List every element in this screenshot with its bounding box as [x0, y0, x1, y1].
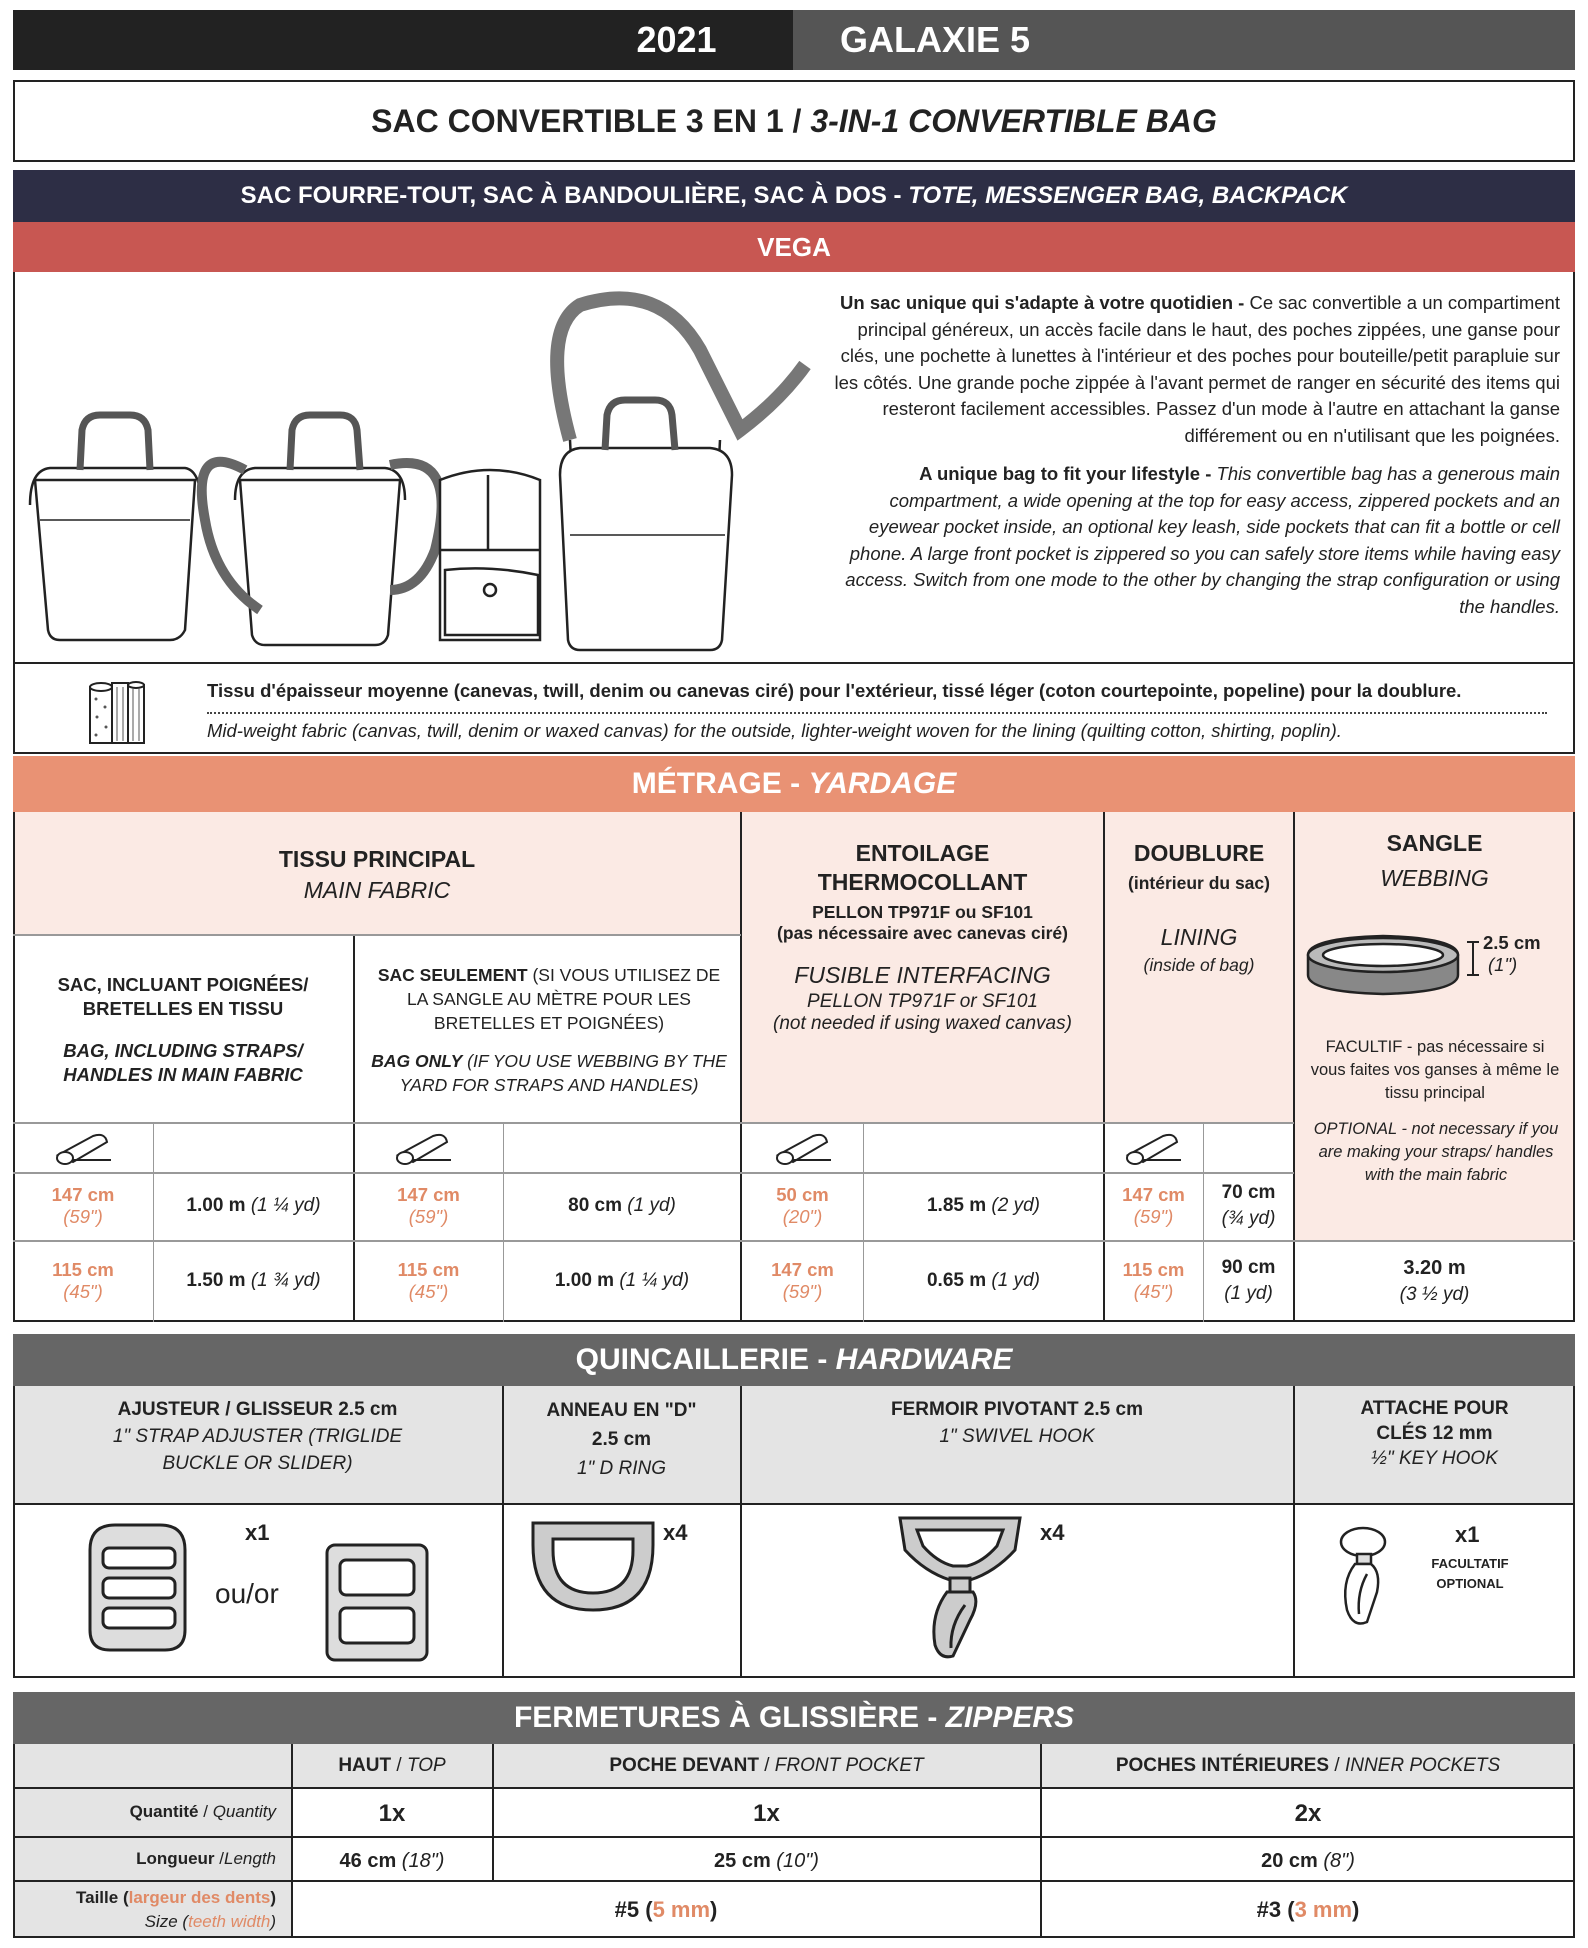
keyhook-fr: ATTACHE POUR CLÉS 12 mm: [1360, 1398, 1509, 1444]
col-bag-only-fr-wrap: [365, 963, 733, 1035]
fabric-amount-cell: [864, 1240, 1103, 1322]
zipper-len-top: [292, 1837, 492, 1880]
zipper-row-qty-label: Quantité / Quantity: [129, 1802, 276, 1821]
fabric-width-in: (20"): [782, 1206, 823, 1227]
bag-illustrations: [20, 290, 820, 660]
fabric-amount-yd: (1 yd): [622, 1195, 676, 1216]
zipper-qty-top: 1x: [378, 1800, 406, 1827]
keyhook-qty: x1: [1455, 1522, 1480, 1547]
fabric-roll-icon: [773, 1130, 833, 1166]
zipper-col-inner-fr: POCHES INTÉRIEURES: [1115, 1755, 1330, 1776]
webbing-note-en: OPTIONAL - not necessary if you are making your straps/ handles with the main fabric: [1313, 1119, 1559, 1184]
title-en: 3-IN-1 CONVERTIBLE BAG: [810, 103, 1217, 139]
description-en: [830, 461, 1560, 620]
fabric-amount-cell: [504, 1240, 740, 1322]
fabric-width-cell: [1104, 1240, 1203, 1322]
col-bag-en: BAG, INCLUDING STRAPS/ HANDLES IN MAIN FABRIC: [63, 1040, 303, 1085]
fabric-amount-cell: [1204, 1240, 1293, 1322]
webbing-note-fr: FACULTIF - pas nécessaire si vous faites vos ganses à même le tissu principal: [1310, 1037, 1560, 1102]
swivel-hook-icon: [895, 1510, 1025, 1665]
col-bag-only-en-bold: BAG ONLY: [371, 1051, 463, 1071]
swivel-fr: FERMOIR PIVOTANT 2.5 cm: [891, 1399, 1143, 1420]
zipper-col-inner-en: INNER POCKETS: [1344, 1755, 1501, 1776]
fabric-width-cm: 115 cm: [397, 1259, 460, 1280]
zipper-size-en-paren: teeth width: [188, 1912, 271, 1931]
d-ring-icon: [528, 1515, 658, 1615]
zipper-size-fr-line: Taille (largeur des dents): [76, 1888, 276, 1907]
title-fr: SAC CONVERTIBLE 3 EN 1: [371, 103, 784, 139]
zipper-len-inner: [1041, 1837, 1575, 1880]
adjuster-qty: x1: [245, 1520, 270, 1545]
lining-en1: LINING: [1160, 924, 1238, 950]
description-en-lead: A unique bag to fit your lifestyle -: [919, 463, 1217, 484]
fabric-width-cell: [1104, 1172, 1203, 1240]
fabric-roll-icon: [393, 1130, 453, 1166]
fabric-amount-yd: (1 ¾ yd): [245, 1270, 321, 1291]
col-bag-header: [30, 960, 336, 1100]
fabric-amount-yd: (1 ¼ yd): [614, 1270, 690, 1291]
zipper-len-fr: Longueur: [136, 1849, 215, 1868]
fabric-width-cell: [742, 1240, 863, 1322]
zipper-len-front-in: (10"): [770, 1850, 819, 1872]
fabric-width-in: (59"): [408, 1206, 449, 1227]
webbing-amount-in: (3 ½ yd): [1399, 1283, 1470, 1305]
zippers-title-sep: -: [919, 1701, 946, 1734]
fabric-amount-m: 80 cm: [568, 1195, 622, 1216]
fabric-width-in: (45"): [63, 1281, 103, 1302]
webbing-header: [1294, 830, 1575, 900]
fabric-width-in: (45"): [1133, 1281, 1174, 1302]
webbing-amount: 3.20 m: [1403, 1256, 1466, 1279]
webbing-width: 2.5 cm: [1483, 932, 1541, 953]
page-title: [13, 80, 1575, 162]
tote-illustration: [30, 415, 202, 640]
fabric-amount-cell: [154, 1240, 353, 1322]
zippers-title-fr: FERMETURES À GLISSIÈRE: [513, 1701, 919, 1734]
zipper-size-fr-paren: largeur des dents: [128, 1888, 271, 1907]
dring-fr: ANNEAU EN "D" 2.5 cm: [546, 1400, 697, 1450]
fabric-width-cell: [13, 1172, 153, 1240]
zipper-row-size-label: [13, 1886, 276, 1934]
zipper-col-top-fr: HAUT: [338, 1755, 392, 1776]
yardage-title-en: YARDAGE: [808, 767, 957, 800]
lining-en2: (inside of bag): [1143, 955, 1255, 975]
description-text: [830, 290, 1560, 620]
fabric-amount-yd: (2 yd): [986, 1195, 1040, 1216]
fabric-width-cm: 147 cm: [51, 1184, 115, 1205]
fabric-amount-cell: [1204, 1172, 1293, 1240]
fabric-width-cell: [742, 1172, 863, 1240]
messenger-illustration: [557, 298, 805, 650]
webbing-width-in: (1"): [1488, 954, 1518, 975]
col-bag-only-fr-bold: SAC SEULEMENT: [377, 965, 528, 985]
fabric-width-cm: 115 cm: [1122, 1259, 1185, 1280]
hardware-keyhook-header: [1294, 1396, 1575, 1471]
fabric-amount-yd: (1 yd): [986, 1270, 1040, 1291]
hardware-title: [13, 1334, 1575, 1386]
key-hook-icon: [1333, 1522, 1393, 1632]
fabric-width-cm: 147 cm: [771, 1259, 834, 1280]
fabric-width-cell: [13, 1240, 153, 1322]
zipper-size-3: #3: [1256, 1897, 1282, 1922]
zipper-size-fr: Taille: [76, 1888, 119, 1907]
zipper-col-sep: /: [1329, 1755, 1345, 1776]
fabric-width-in: (59"): [63, 1206, 103, 1227]
adjuster-en: 1" STRAP ADJUSTER (TRIGLIDE BUCKLE OR SLIDER): [112, 1426, 403, 1474]
lining-fr2: (intérieur du sac): [1128, 873, 1270, 893]
interfacing-en2: PELLON TP971F or SF101: [807, 991, 1038, 1012]
webbing-fr: SANGLE: [1386, 830, 1483, 856]
zipper-len-inner-in: (8"): [1317, 1850, 1355, 1872]
zipper-len-front-cm: 25 cm: [714, 1850, 771, 1872]
dring-qty: x4: [663, 1520, 688, 1545]
main-fabric-fr: TISSU PRINCIPAL: [278, 846, 476, 872]
zipper-size-en: Size: [144, 1912, 178, 1931]
fabric-amount-yd: (¾ yd): [1221, 1208, 1276, 1229]
zipper-col-front-fr: POCHE DEVANT: [609, 1755, 759, 1776]
fabric-roll-icon: [1123, 1130, 1183, 1166]
fabric-amount-cell: [154, 1172, 353, 1240]
fabric-amount-m: 90 cm: [1221, 1257, 1276, 1278]
zipper-qty-inner: 2x: [1294, 1800, 1322, 1827]
yardage-title: [13, 756, 1575, 812]
col-bag-only-header: [365, 955, 733, 1105]
zipper-len-en: Length: [224, 1849, 276, 1868]
hardware-title-en: HARDWARE: [835, 1343, 1013, 1376]
fabric-width-in: (45"): [408, 1281, 449, 1302]
header-collection: GALAXIE 5: [840, 19, 1031, 60]
yardage-title-sep: -: [781, 767, 809, 800]
col-bag-fr: SAC, INCLUANT POIGNÉES/ BRETELLES EN TISSU: [57, 974, 309, 1019]
fabric-amount-m: 1.00 m: [554, 1270, 615, 1291]
fabric-amount-yd: (1 yd): [1224, 1283, 1273, 1304]
fabric-amount-m: 70 cm: [1221, 1182, 1276, 1203]
keyhook-note-fr: FACULTATIF: [1431, 1556, 1509, 1571]
hardware-adjuster-header: [13, 1396, 502, 1477]
zipper-len-top-cm: 46 cm: [339, 1850, 397, 1872]
slider-buckle-icon: [322, 1540, 432, 1665]
interfacing-fr1: ENTOILAGE: [855, 840, 990, 866]
zipper-size-en-line: Size (teeth width): [144, 1912, 276, 1931]
swivel-qty: x4: [1040, 1520, 1065, 1545]
subtitle: [13, 170, 1575, 222]
hardware-dring-header: [503, 1396, 740, 1483]
zipper-qty-front: 1x: [753, 1800, 780, 1827]
zipper-len-front: [493, 1837, 1040, 1880]
hardware-swivel-header: [741, 1396, 1293, 1450]
dring-en: 1" D RING: [576, 1458, 667, 1479]
fabric-amount-m: 0.65 m: [926, 1270, 987, 1291]
yardage-title-fr: MÉTRAGE: [631, 767, 782, 800]
fabric-amount-m: 1.00 m: [186, 1195, 246, 1216]
zipper-len-inner-cm: 20 cm: [1261, 1850, 1318, 1872]
fabric-width-in: (59"): [1133, 1206, 1174, 1227]
interfacing-fr2: THERMOCOLLANT: [817, 869, 1028, 895]
col-bag-only-en: (IF YOU USE WEBBING BY THE YARD FOR STRAPS AND HANDLES): [399, 1051, 727, 1095]
subtitle-en: TOTE, MESSENGER BAG, BACKPACK: [908, 182, 1348, 209]
zipper-col-sep: /: [758, 1755, 775, 1776]
zippers-title: [13, 1692, 1575, 1744]
swivel-en: 1" SWIVEL HOOK: [939, 1426, 1095, 1447]
interfacing-fr3: PELLON TP971F ou SF101: [812, 902, 1033, 922]
fabric-amount-m: 1.85 m: [926, 1195, 987, 1216]
fabric-width-cell: [354, 1240, 503, 1322]
description-fr: [830, 290, 1560, 449]
header-year: 2021: [636, 19, 717, 60]
fabric-rolls-icon: [85, 675, 150, 747]
fabric-note-divider: [207, 712, 1547, 714]
interfacing-en3: (not needed if using waxed canvas): [773, 1013, 1072, 1034]
fabric-amount-cell: [504, 1172, 740, 1240]
keyhook-en: ½" KEY HOOK: [1371, 1448, 1498, 1469]
triglide-buckle-icon: [70, 1520, 205, 1660]
zipper-size-5-mm: 5 mm: [652, 1897, 711, 1922]
fabric-roll-icon: [53, 1130, 113, 1166]
zipper-row-len-label: Longueur /Length: [136, 1849, 276, 1868]
description-fr-body: Ce sac convertible a un compartiment principal généreux, un accès facile dans le haut, des poches zippées, une ganse pour clés, une pochette à lunettes à l'intérieur et des poches pour bouteille/petit parapluie sur les côtés. Une grande poche zippée à l'avant permet de ranger en sécurité des items qui resteront facilement accessibles. Passez d'un mode à l'autre en attachant la ganse différement ou en n'utilisant que les poignées.: [834, 292, 1560, 446]
fabric-width-cm: 147 cm: [1122, 1184, 1185, 1205]
col-bag-only-fr: (SI VOUS UTILISEZ DE LA SANGLE AU MÈTRE POUR LES BRETELLES ET POIGNÉES): [407, 965, 721, 1033]
description-en-body: This convertible bag has a generous main compartment, a wide opening at the top for easy access, zippered pockets and an eyewear pocket inside, an optional key leash, side pockets that can fit a bottle or cell phone. A large front pocket is zippered so you can safely store items while having easy access. Switch from one mode to the other by changing the strap configuration or using the handles.: [845, 463, 1560, 617]
webbing-roll-icon: [1303, 930, 1483, 1000]
fabric-amount-cell: [864, 1172, 1103, 1240]
main-fabric-header: [13, 840, 741, 910]
description-fr-lead: Un sac unique qui s'adapte à votre quotidien -: [840, 292, 1250, 313]
zipper-col-front-en: FRONT POCKET: [774, 1755, 924, 1776]
zipper-col-top-en: TOP: [406, 1755, 446, 1776]
zipper-qty-fr: Quantité: [129, 1802, 199, 1821]
side-view-illustration: [440, 470, 540, 640]
adjuster-or: ou/or: [215, 1578, 279, 1609]
zipper-size-top-front: #5 (5 mm): [614, 1897, 718, 1922]
fabric-width-cm: 115 cm: [52, 1259, 114, 1280]
fabric-width-in: (59"): [782, 1281, 823, 1302]
main-fabric-en: MAIN FABRIC: [303, 877, 451, 903]
interfacing-en1: FUSIBLE INTERFACING: [794, 962, 1051, 988]
hardware-title-fr: QUINCAILLERIE: [575, 1343, 809, 1376]
fabric-note-en: Mid-weight fabric (canvas, twill, denim or waxed canvas) for the outside, lighter-weight woven for the lining (quilting cotton, shirting, poplin).: [207, 720, 1342, 741]
lining-header: [1104, 840, 1294, 1000]
fabric-amount-m: 1.50 m: [186, 1270, 246, 1291]
fabric-width-cm: 50 cm: [776, 1184, 829, 1205]
zipper-col-top: [292, 1744, 492, 1788]
webbing-amount-cell: [1294, 1240, 1575, 1322]
keyhook-note-en: OPTIONAL: [1436, 1576, 1504, 1591]
fabric-amount-yd: (1 ¼ yd): [245, 1195, 321, 1216]
zipper-size-5: #5: [614, 1897, 640, 1922]
zipper-qty-en: Quantity: [212, 1802, 276, 1821]
title-sep: /: [783, 103, 811, 139]
zipper-size-3-mm: 3 mm: [1294, 1897, 1353, 1922]
zipper-len-top-in: (18"): [396, 1850, 445, 1872]
lining-fr1: DOUBLURE: [1133, 840, 1265, 866]
zipper-col-front: [493, 1744, 1040, 1788]
hardware-title-sep: -: [809, 1343, 836, 1376]
backpack-illustration: [202, 415, 442, 645]
interfacing-fr4: (pas nécessaire avec canevas ciré): [777, 923, 1068, 943]
subtitle-fr: SAC FOURRE-TOUT, SAC À BANDOULIÈRE, SAC À DOS -: [240, 182, 909, 209]
pattern-name: VEGA: [757, 232, 831, 262]
zippers-title-en: ZIPPERS: [945, 1701, 1075, 1734]
adjuster-fr: AJUSTEUR / GLISSEUR 2.5 cm: [117, 1399, 398, 1420]
fabric-note-fr: Tissu d'épaisseur moyenne (canevas, twill, denim ou canevas ciré) pour l'extérieur, tissé léger (coton courtepointe, popeline) pour la doublure.: [207, 680, 1462, 701]
interfacing-header: [741, 840, 1104, 1070]
zipper-col-inner: [1041, 1744, 1575, 1788]
webbing-en: WEBBING: [1380, 865, 1489, 891]
zipper-size-inner: #3 (3 mm): [1256, 1897, 1360, 1922]
zipper-col-sep: /: [391, 1755, 407, 1776]
fabric-width-cell: [354, 1172, 503, 1240]
fabric-width-cm: 147 cm: [397, 1184, 460, 1205]
col-bag-only-en-wrap: [365, 1049, 733, 1097]
